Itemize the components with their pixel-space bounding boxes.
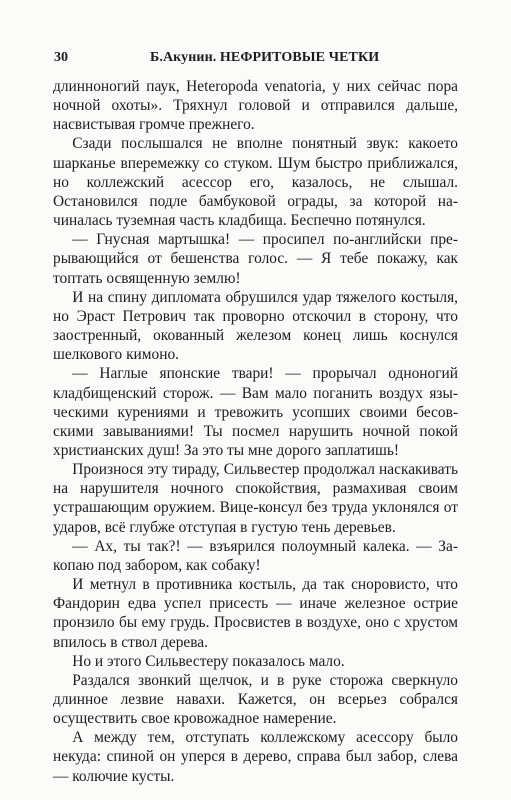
paragraph: Раздался звонкий щелчок, и в руке сторожа сверкнуло длинное лезвие навахи. Кажется, он всерьез собрался осуществить свое кровожадное намерение.	[53, 671, 458, 728]
paragraph: — Гнусная мартышка! — просипел по-английски прерывающийся от бешенства голос. — Я тебе покажу, как топтать освященную землю!	[53, 231, 458, 287]
page-number: 30	[54, 50, 68, 65]
paragraph: И на спину дипломата обрушился удар тяжелого костыля, но Эраст Петрович так проворно отскочил в сторону, что заостренный, окованный железом конец лишь коснулся шелкового кимоно.	[53, 288, 458, 364]
body-text	[53, 77, 458, 786]
paragraph: Но и этого Сильвестеру показалось мало.	[72, 652, 345, 670]
paragraph: А между тем, отступать коллежскому асессору было некуда: спиной он уперся в дерево, справа был забор, слева — колючие кусты.	[53, 729, 458, 785]
page-header	[54, 48, 458, 68]
paragraph: Произнося эту тираду, Сильвестер продолжал наскакивать на нарушителя ночного спокойствия, размахивая своим устрашающим оружием. Вице-консул без труда уклонялся от ударов, всё глубже отступая в густую тень деревьев.	[53, 461, 458, 536]
running-head: Б.Акунин. НЕФРИТОВЫЕ ЧЕТКИ	[150, 50, 380, 65]
paragraph: Сзади послышался не вполне понятный звук: какоето шарканье вперемежку со стуком. Шум быстро приближался, но коллежский асессор его, казалось, не слышал. Остановился подле бамбуковой ограды, за которой начиналась туземная часть кладбища. Беспечно потянулся.	[53, 135, 458, 230]
paragraph: — Ах, ты так?! — взъярился полоумный калека. — Закопаю под забором, как собаку!	[53, 537, 458, 574]
paragraph: И метнул в противника костыль, да так сноровисто, что Фандорин едва успел присесть — иначе железное острие пронзило бы ему грудь. Просвистев в воздухе, оно с хрустом впилось в ствол дерева.	[53, 576, 458, 651]
paragraph: — Наглые японские твари! — прорычал одноногий кладбищенский сторож. — Вам мало поганить воздух языческими курениями и тревожить усопших своими бесовскими завываниями! Ты посмел нарушить ночной покой христианских душ! За это ты мне дорого заплатишь!	[53, 365, 458, 459]
paragraph: длинноногий паук, Heteropoda venatoria, у них сейчас пора ночной охоты». Тряхнул головой и отправился дальше, насвистывая громче прежнего.	[53, 78, 458, 134]
